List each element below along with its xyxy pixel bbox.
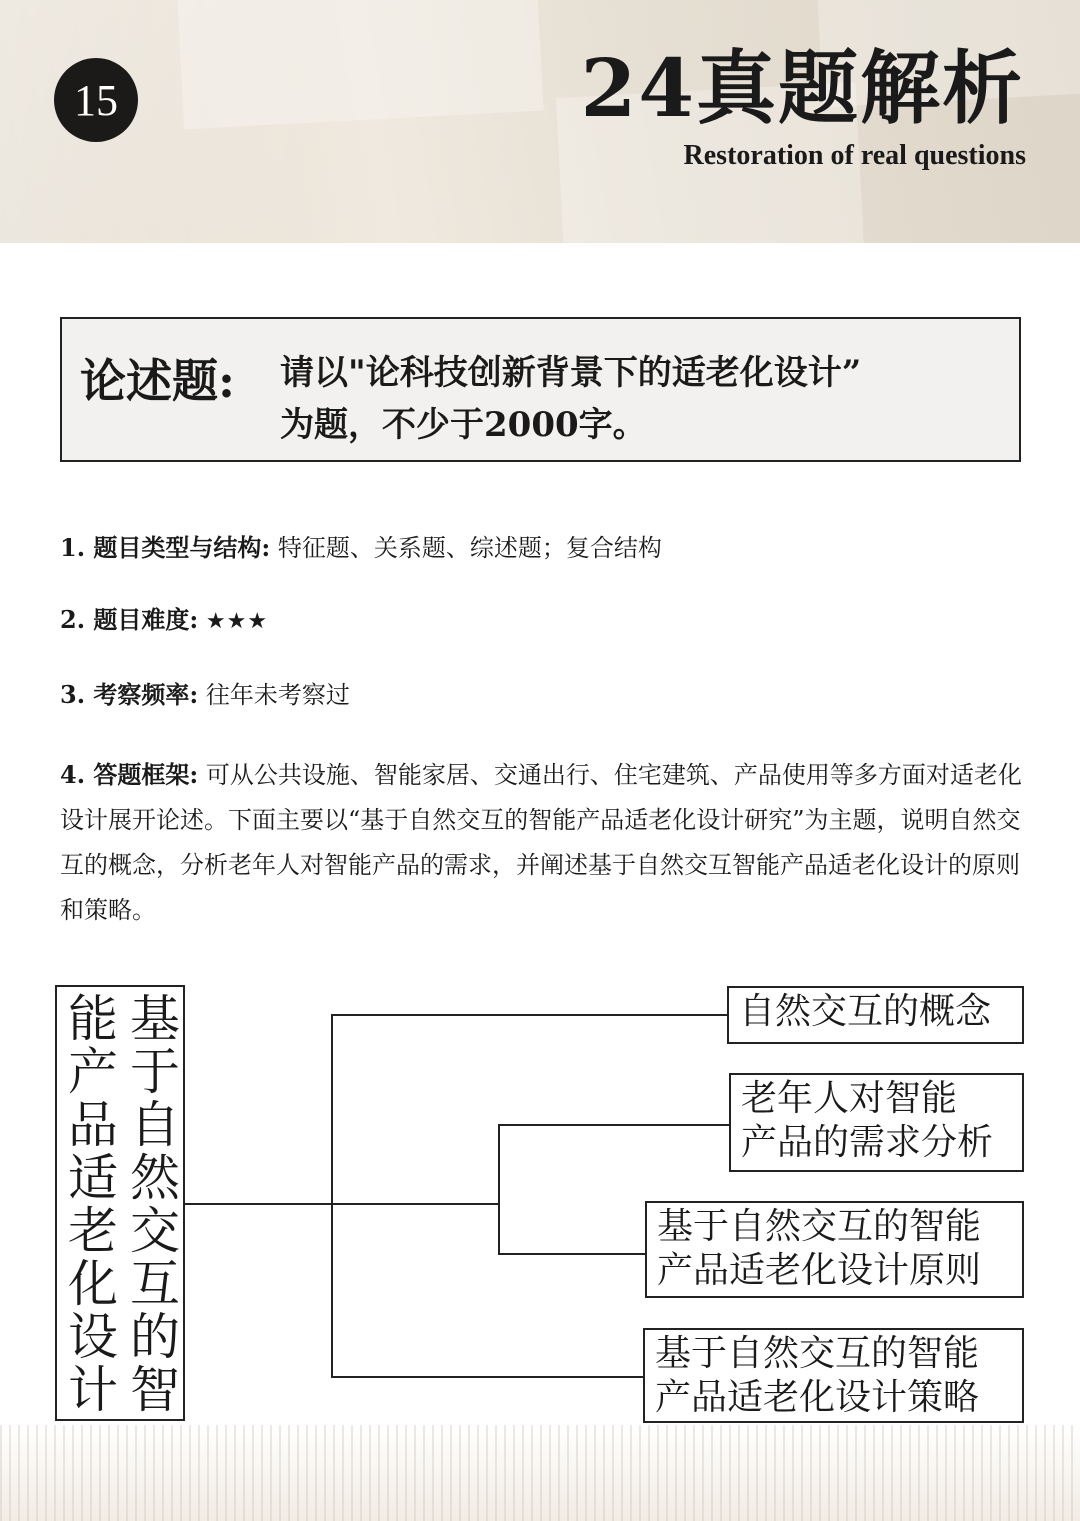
info-key: 4. 答题框架: [60,760,199,789]
node-text: 产品适老化设计原则 [657,1250,982,1291]
difficulty-stars: ★★★ [205,609,269,634]
paper-texture [176,0,543,129]
page-title: 24真题解析 [580,41,1024,135]
connector-line [331,1014,333,1377]
diagram-node-needs [729,1073,1024,1172]
root-text-left-column: 能产品适老化设计 [68,990,118,1419]
question-label: 论述题: [80,354,235,408]
info-item-framework [60,752,1030,933]
connector-line [498,1124,500,1254]
diagram-node-principles [645,1201,1024,1298]
connector-line [331,1014,728,1016]
node-text: 基于自然交互的智能 [655,1333,980,1374]
node-text: 产品适老化设计策略 [655,1377,980,1418]
page-subtitle: Restoration of real questions [683,140,1026,171]
diagram-node-strategies [643,1328,1024,1423]
info-value: 可从公共设施、智能家居、交通出行、住宅建筑、产品使用等多方面对适老化设计展开论述。下面主要以“基于自然交互的智能产品适老化设计研究”为主题，说明自然交互的概念，分析老年人对智能产品的需求，并阐述基于自然交互智能产品适老化设计的原则和策略。 [60,761,1022,924]
info-item-difficulty [60,597,1030,644]
question-line-1: 请以"论科技创新背景下的适老化设计” [280,353,862,393]
diagram-root-box [55,985,185,1421]
node-text: 产品的需求分析 [741,1122,994,1163]
node-text: 老年人对智能 [741,1078,958,1119]
question-line-2: 为题，不少于2000字。 [280,405,647,445]
node-text: 自然交互的概念 [739,991,992,1032]
connector-line [331,1376,644,1378]
info-item-type [60,525,1030,571]
info-key: 2. 题目难度: [60,605,199,634]
info-item-frequency [60,672,1030,718]
info-value: 往年未考察过 [205,681,350,709]
page-number-badge: 15 [54,58,138,142]
question-box [60,317,1021,462]
connector-line [185,1203,500,1205]
info-key: 1. 题目类型与结构: [60,533,271,562]
connector-line [498,1253,645,1255]
info-value: 特征题、关系题、综述题；复合结构 [277,534,662,562]
info-key: 3. 考察频率: [60,680,199,709]
diagram-node-concept [727,986,1024,1044]
bottom-decoration [0,1425,1080,1521]
question-text [280,347,1000,451]
header-banner [0,0,1080,243]
node-text: 基于自然交互的智能 [657,1206,982,1247]
root-text-right-column: 基于自然交互的智 [130,990,180,1419]
connector-line [498,1124,729,1126]
